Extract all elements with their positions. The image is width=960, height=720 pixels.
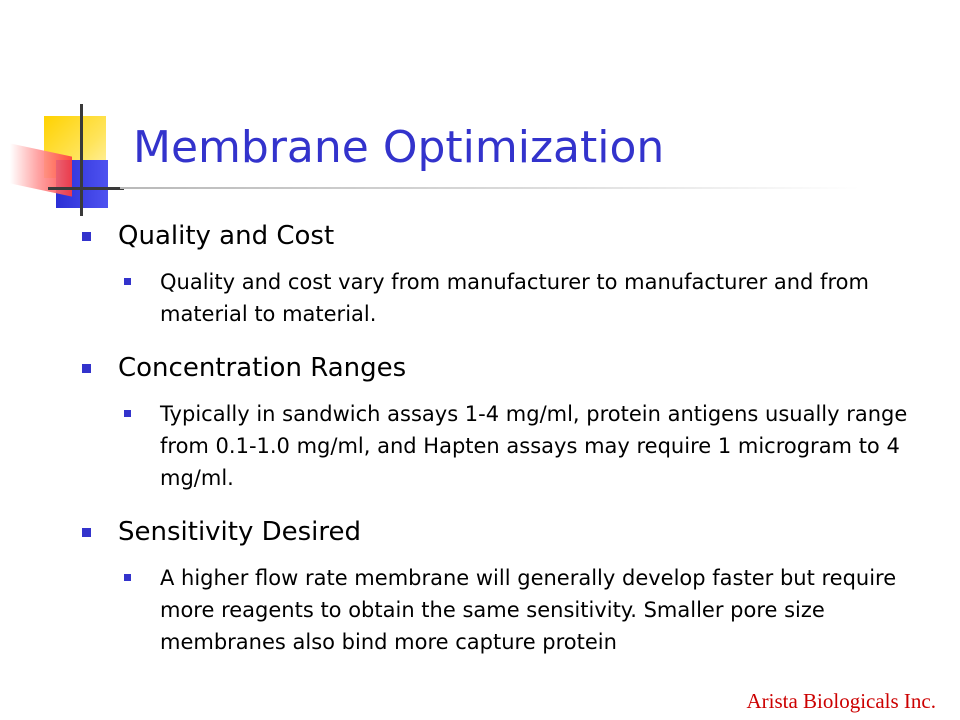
sub-bullet-text: A higher flow rate membrane will generally develop faster but require more reagents to obtain the same sensitivity. Smaller pore size membranes also bind more capture protein	[160, 566, 897, 654]
title-underline	[120, 187, 860, 189]
square-bullet-icon	[124, 574, 131, 581]
square-bullet-icon	[82, 528, 91, 537]
square-bullet-icon	[82, 364, 91, 373]
square-bullet-icon	[124, 410, 131, 417]
sub-bullet-text: Quality and cost vary from manufacturer to manufacturer and from material to material.	[160, 270, 869, 326]
bullet-heading: Quality and Cost	[118, 221, 335, 251]
bullet-heading: Concentration Ranges	[118, 353, 407, 383]
square-bullet-icon	[124, 278, 131, 285]
corner-decoration	[0, 0, 140, 230]
bullet-list	[82, 220, 908, 658]
sub-bullet-text: Typically in sandwich assays 1-4 mg/ml, protein antigens usually range from 0.1-1.0 mg/ml, and Hapten assays may require 1 microgram to 4 mg/ml.	[160, 402, 908, 490]
bullet-item-sensitivity-desired	[82, 516, 902, 548]
square-bullet-icon	[82, 232, 91, 241]
bullet-item-quality-cost	[82, 220, 902, 252]
horizontal-line-shape	[48, 187, 124, 190]
sub-bullet-item	[124, 398, 920, 494]
vertical-line-shape	[80, 104, 83, 216]
footer-company-name: Arista Biologicals Inc.	[746, 689, 936, 713]
bullet-heading: Sensitivity Desired	[118, 517, 362, 547]
bullet-item-concentration-ranges	[82, 352, 902, 384]
sub-bullet-item	[124, 266, 920, 330]
slide-title: Membrane Optimization	[133, 122, 665, 173]
sub-bullet-item	[124, 562, 920, 658]
